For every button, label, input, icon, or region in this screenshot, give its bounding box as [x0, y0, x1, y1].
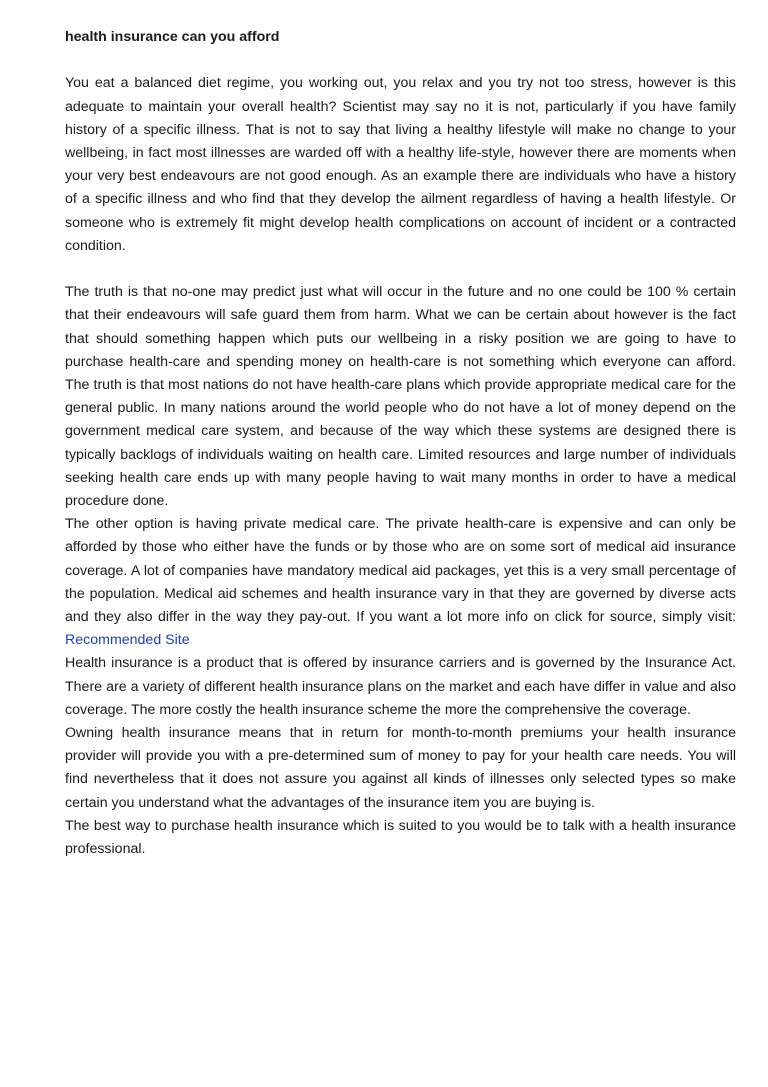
paragraph-3 [65, 513, 736, 652]
paragraph-1: You eat a balanced diet regime, you working out, you relax and you try not too stress, however is this adequate to maintain your overall health? Scientist may say no it is not, particularly if you have family history of a specific illness. That is not to say that living a healthy lifestyle will make no change to your wellbeing, in fact most illnesses are warded off with a healthy life-style, however there are moments when your very best endeavours are not good enough. As an example there are individuals who have a history of a specific illness and who find that they develop the ailment regardless of having a health lifestyle. Or someone who is extremely fit might develop health complications on account of incident or a contracted condition. [65, 75, 736, 254]
paragraph-4: Health insurance is a product that is offered by insurance carriers and is governed by the Insurance Act. There are a variety of different health insurance plans on the market and each have differ in value and also coverage. The more costly the health insurance scheme the more the comprehensive the coverage. [65, 655, 736, 718]
document-title: health insurance can you afford [65, 29, 280, 45]
paragraph-gap [65, 258, 736, 281]
document-page [65, 26, 736, 861]
paragraph-3-text: The other option is having private medical care. The private health-care is expensive and can only be afforded by those who either have the funds or by those who are on some sort of medical aid insurance coverage. A lot of companies have mandatory medical aid packages, yet this is a very small percentage of the population. Medical aid schemes and health insurance vary in that they are governed by diverse acts and they also differ in the way they pay-out. If you want a lot more info on click for source, simply visit: [65, 516, 736, 626]
paragraph-5: Owning health insurance means that in return for month-to-month premiums your health insurance provider will provide you with a pre-determined sum of money to pay for your health care needs. You will find nevertheless that it does not assure you against all kinds of illnesses only selected types so make certain you understand what the advantages of the insurance item you are buying is. [65, 725, 736, 811]
recommended-site-link[interactable]: Recommended Site [65, 632, 190, 649]
paragraph-6: The best way to purchase health insurance which is suited to you would be to talk with a health insurance professional. [65, 817, 736, 858]
paragraph-2: The truth is that no-one may predict just what will occur in the future and no one could be 100 % certain that their endeavours will safe guard them from harm. What we can be certain about however is the fact that should something happen which puts our wellbeing in a risky position we are going to have to purchase health-care and spending money on health-care is not something which everyone can afford. The truth is that most nations do not have health-care plans which provide appropriate medical care for the general public. In many nations around the world people who do not have a lot of money depend on the government medical care system, and because of the way which these systems are designed there is typically backlogs of individuals waiting on health care. Limited resources and large number of individuals seeking health care ends up with many people having to wait many months in order to have a medical procedure done. [65, 284, 736, 510]
